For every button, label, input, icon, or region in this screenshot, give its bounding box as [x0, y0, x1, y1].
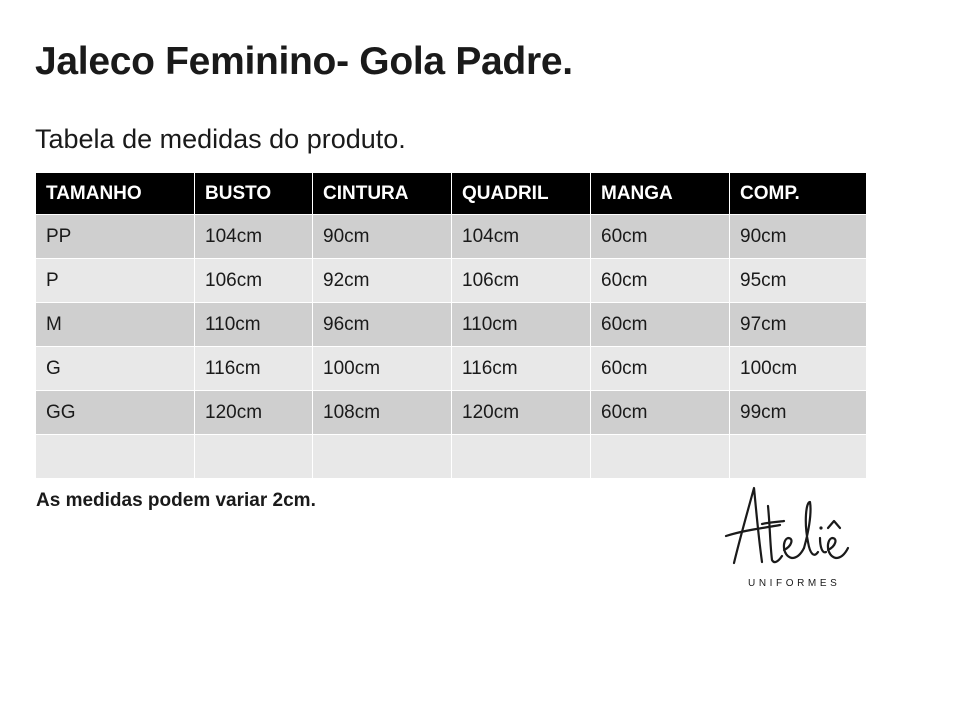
table-cell: P: [36, 259, 195, 303]
table-cell: 110cm: [195, 303, 313, 347]
table-header-row: [36, 173, 867, 215]
column-header: TAMANHO: [36, 173, 195, 215]
table-cell: 120cm: [452, 391, 591, 435]
column-header: BUSTO: [195, 173, 313, 215]
table-cell: 60cm: [591, 347, 730, 391]
table-row: [36, 391, 867, 435]
column-header: COMP.: [730, 173, 867, 215]
logo-tagline: UNIFORMES: [748, 578, 841, 589]
table-row: [36, 259, 867, 303]
measurement-note: As medidas podem variar 2cm.: [36, 490, 316, 511]
table-row-empty: [36, 435, 867, 479]
column-header: MANGA: [591, 173, 730, 215]
size-table: [35, 172, 867, 479]
table-cell: 104cm: [195, 215, 313, 259]
table-cell: 100cm: [730, 347, 867, 391]
table-cell: GG: [36, 391, 195, 435]
table-cell: 110cm: [452, 303, 591, 347]
table-cell: 99cm: [730, 391, 867, 435]
column-header: QUADRIL: [452, 173, 591, 215]
table-cell: [36, 435, 195, 479]
table-cell: 60cm: [591, 215, 730, 259]
table-cell: 90cm: [313, 215, 452, 259]
table-cell: 116cm: [195, 347, 313, 391]
table-cell: 108cm: [313, 391, 452, 435]
page-subtitle: Tabela de medidas do produto.: [35, 124, 406, 154]
table-cell: 104cm: [452, 215, 591, 259]
table-cell: 116cm: [452, 347, 591, 391]
table-cell: 60cm: [591, 391, 730, 435]
table-cell: 60cm: [591, 259, 730, 303]
table-row: [36, 347, 867, 391]
table-cell: 100cm: [313, 347, 452, 391]
page-title: Jaleco Feminino- Gola Padre.: [35, 40, 573, 83]
table-cell: 96cm: [313, 303, 452, 347]
table-cell: 92cm: [313, 259, 452, 303]
table-cell: 97cm: [730, 303, 867, 347]
table-row: [36, 303, 867, 347]
table-cell: [313, 435, 452, 479]
table-cell: [452, 435, 591, 479]
table-row: [36, 215, 867, 259]
table-cell: 106cm: [195, 259, 313, 303]
table-cell: 106cm: [452, 259, 591, 303]
table-cell: 90cm: [730, 215, 867, 259]
table-cell: [730, 435, 867, 479]
table-cell: PP: [36, 215, 195, 259]
table-cell: G: [36, 347, 195, 391]
table-cell: [195, 435, 313, 479]
table-cell: [591, 435, 730, 479]
column-header: CINTURA: [313, 173, 452, 215]
table-cell: 95cm: [730, 259, 867, 303]
table-cell: 60cm: [591, 303, 730, 347]
table-cell: 120cm: [195, 391, 313, 435]
table-cell: M: [36, 303, 195, 347]
